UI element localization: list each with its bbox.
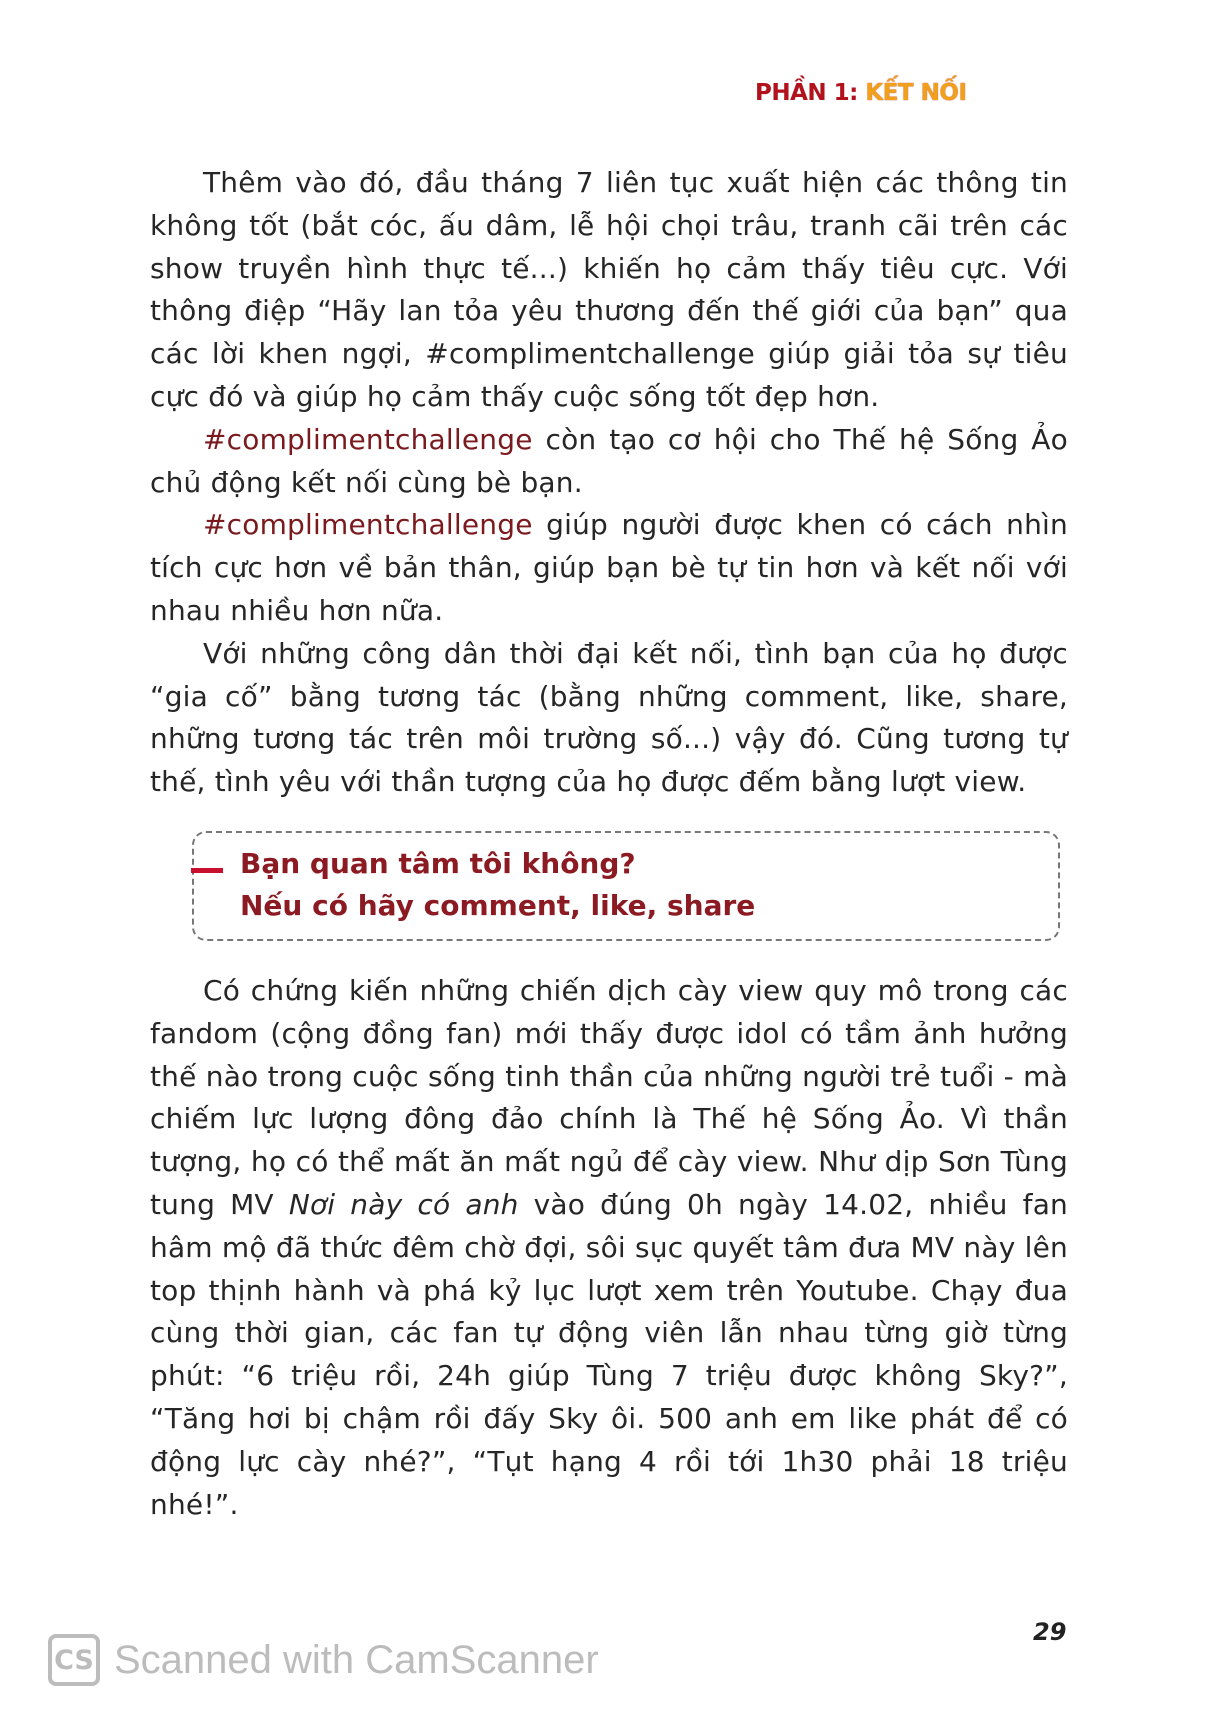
camscanner-logo-icon: CS	[48, 1634, 100, 1686]
watermark-text: Scanned with CamScanner	[114, 1637, 599, 1682]
page-number: 29	[1033, 1618, 1067, 1646]
callout-line-1: Bạn quan tâm tôi không?	[240, 847, 636, 880]
hashtag: #complimentchallenge	[203, 508, 533, 542]
callout-line-2: Nếu có hãy comment, like, share	[240, 889, 756, 922]
callout-marker	[191, 868, 223, 873]
paragraph-5	[150, 970, 1068, 1526]
paragraph-2-text: còn tạo cơ hội cho Thế hệ Sống Ảo chủ động kết nối cùng bè bạn.	[150, 422, 1068, 499]
song-title: Nơi này có anh	[288, 1187, 519, 1221]
chapter-title: KẾT NỐI	[865, 80, 967, 106]
body-text-top	[150, 162, 1068, 804]
callout-box	[192, 831, 1060, 941]
camscanner-watermark	[48, 1634, 599, 1686]
body-text-bottom	[150, 970, 1068, 1526]
chapter-part-label: PHẦN 1:	[755, 80, 858, 106]
paragraph-5-text-a: Có chứng kiến những chiến dịch cày view quy mô trong các fandom (cộng đồng fan) mới thấy được idol có tầm ảnh hưởng thế nào trong cuộc sống tinh thần của những người trẻ tuổi - mà chiếm lực lượng đông đảo chính là Thế hệ Sống Ảo. Vì thần tượng, họ có thể mất ăn mất ngủ để cày view. Như dịp Sơn Tùng tung MV	[150, 974, 1068, 1221]
paragraph-1: Thêm vào đó, đầu tháng 7 liên tục xuất hiện các thông tin không tốt (bắt cóc, ấu dâm, lễ hội chọi trâu, tranh cãi trên các show truyền hình thực tế...) khiến họ cảm thấy tiêu cực. Với thông điệp “Hãy lan tỏa yêu thương đến thế giới của bạn” qua các lời khen ngợi, #complimentchallenge giúp giải tỏa sự tiêu cực đó và giúp họ cảm thấy cuộc sống tốt đẹp hơn.	[150, 166, 1068, 413]
paragraph-4: Với những công dân thời đại kết nối, tình bạn của họ được “gia cố” bằng tương tác (bằng những comment, like, share, những tương tác trên môi trường số...) vậy đó. Cũng tương tự thế, tình yêu với thần tượng của họ được đếm bằng lượt view.	[150, 636, 1068, 799]
paragraph-3-text: giúp người được khen có cách nhìn tích cực hơn về bản thân, giúp bạn bè tự tin hơn và kết nối với nhau nhiều hơn nữa.	[150, 508, 1068, 627]
chapter-header	[755, 80, 966, 106]
hashtag: #complimentchallenge	[203, 422, 533, 456]
paragraph-2	[150, 419, 1068, 505]
paragraph-3	[150, 504, 1068, 632]
paragraph-5-text-b: vào đúng 0h ngày 14.02, nhiều fan hâm mộ đã thức đêm chờ đợi, sôi sục quyết tâm đưa MV này lên top thịnh hành và phá kỷ lục lượt xem trên Youtube. Chạy đua cùng thời gian, các fan tự động viên lẫn nhau từng giờ từng phút: “6 triệu rồi, 24h giúp Tùng 7 triệu được không Sky?”, “Tăng hơi bị chậm rồi đấy Sky ôi. 500 anh em like phát để có động lực cày nhé?”, “Tụt hạng 4 rồi tới 1h30 phải 18 triệu nhé!”.	[150, 1187, 1068, 1521]
